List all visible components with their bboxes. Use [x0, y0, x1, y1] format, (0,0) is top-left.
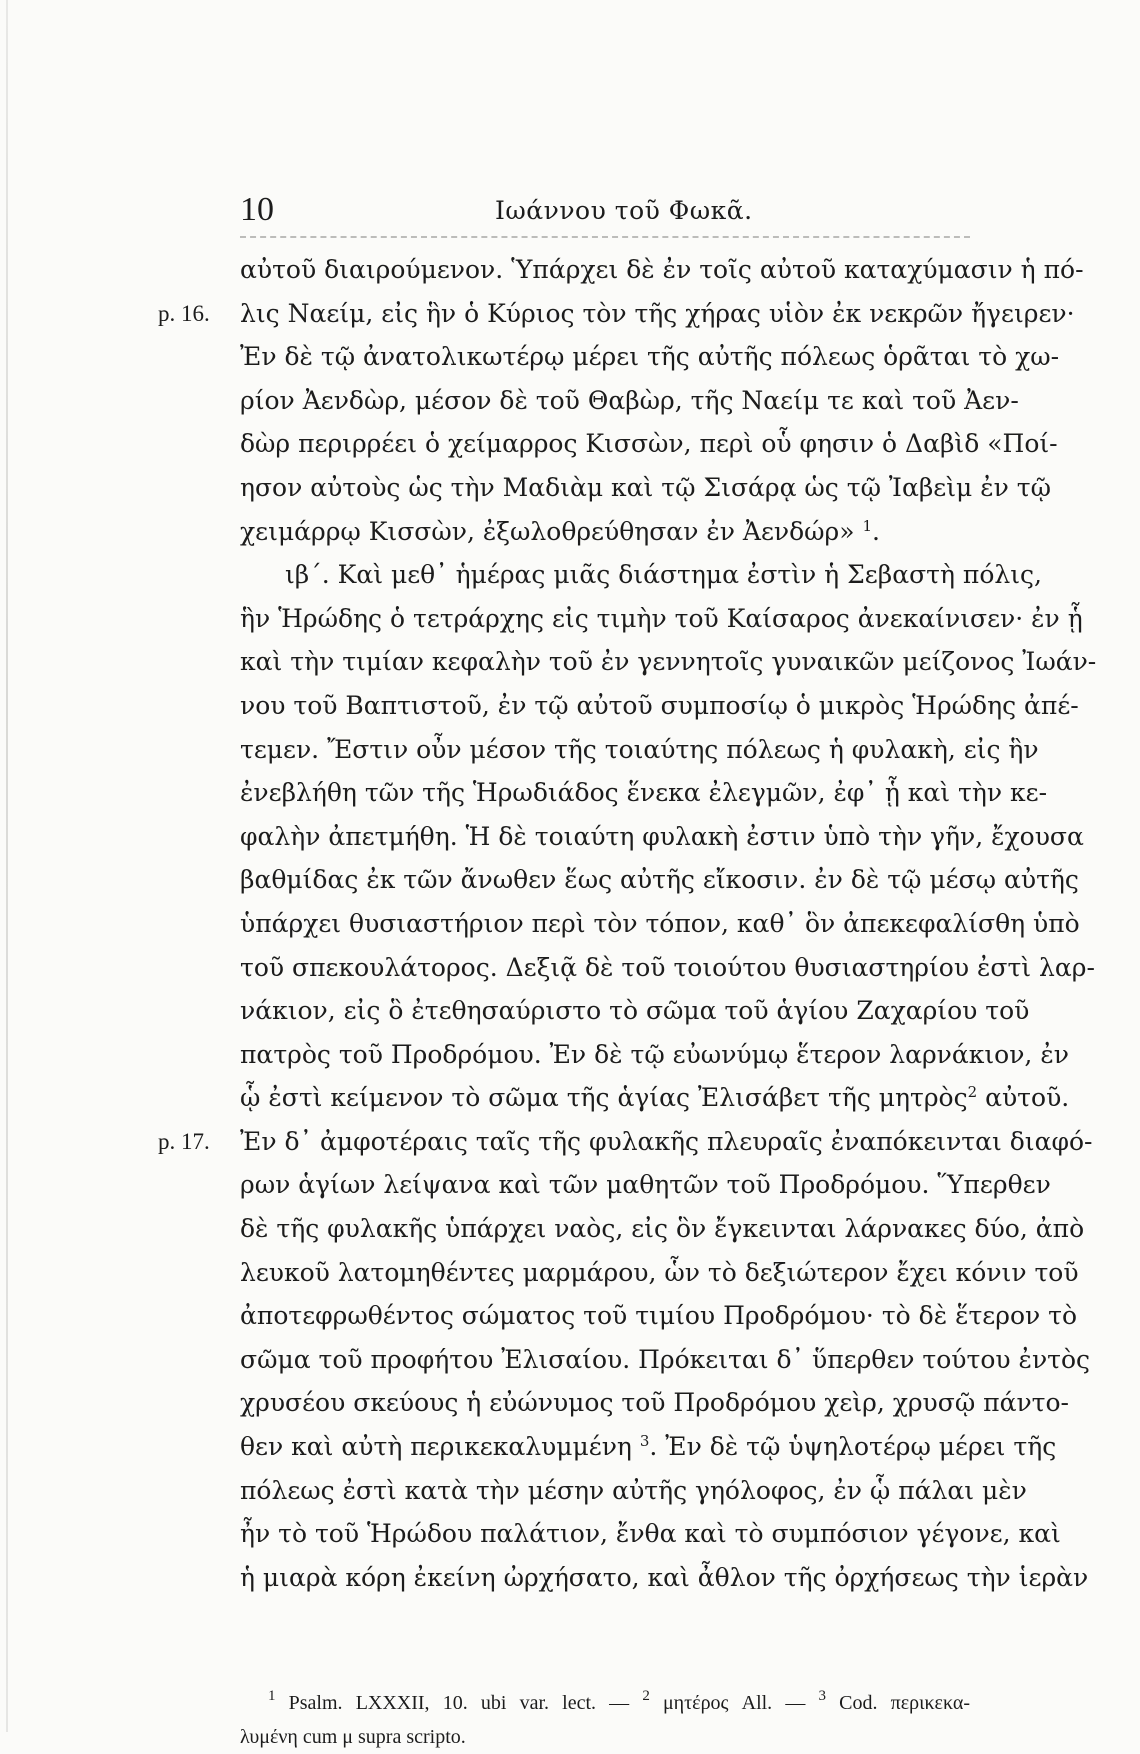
- text-line-13: ἐνεβλήθη τῶν τῆς Ἡρωδιάδος ἕνεκα ἐλεγμῶν, ἐφ᾽ ᾗ καὶ τὴν κε-: [240, 778, 1048, 808]
- footnote-line-2: λυμένη cum μ supra scripto.: [240, 1726, 466, 1748]
- page-number: 10: [240, 191, 274, 228]
- text-line-26: σῶμα τοῦ προφήτου Ἐλισαίου. Πρόκειται δ᾽ ὕπερθεν τούτου ἐντὸς: [240, 1344, 1091, 1374]
- text-line-10: καὶ τὴν τιμίαν κεφαλὴν τοῦ ἐν γεννητοῖς γυναικῶν μείζονος Ἰωάν-: [240, 647, 1097, 677]
- text-line-1: αὐτοῦ διαιρούμενον. Ὑπάρχει δὲ ἐν τοῖς αὐτοῦ καταχύμασιν ἡ πό-: [240, 255, 1084, 284]
- text-line-27: χρυσέου σκεύους ἡ εὐώνυμος τοῦ Προδρόμου χεὶρ, χρυσῷ πάντο-: [240, 1388, 1069, 1418]
- text-line-29: πόλεως ἐστὶ κατὰ τὴν μέσην αὐτῆς γηόλοφος, ἐν ᾧ πάλαι μὲν: [240, 1475, 1027, 1505]
- footnotes: [240, 1686, 970, 1754]
- text-line-31: ἡ μιαρὰ κόρη ἐκείνη ὠρχήσατο, καὶ ἆθλον τῆς ὀρχήσεως τὴν ἱερὰν: [240, 1562, 1089, 1592]
- margin-note-p17: p. 17.: [158, 1129, 210, 1154]
- footnote-2-text: μητέρος All. —: [649, 1692, 819, 1714]
- text-line-8: ιβ΄. Καὶ μεθ᾽ ἡμέρας μιᾶς διάστημα ἐστὶν ἡ Σεβαστὴ πόλις,: [285, 560, 1042, 590]
- text-line-22: ρων ἁγίων λείψανα καὶ τῶν μαθητῶν τοῦ Προδρόμου. Ὕπερθεν: [240, 1170, 1051, 1200]
- text-line-4: ρίον Ἀενδὼρ, μέσον δὲ τοῦ Θαβὼρ, τῆς Ναείμ τε καὶ τοῦ Ἀεν-: [240, 385, 1019, 415]
- text-line-28-tail: . Ἐν δὲ τῷ ὑψηλοτέρῳ μέρει τῆς: [649, 1432, 1057, 1462]
- text-line-5: δὼρ περιρρέει ὁ χείμαρρος Κισσὼν, περὶ οὗ φησιν ὁ Δαβὶδ «Ποί-: [240, 429, 1058, 459]
- text-line-2: λις Ναείμ, εἰς ἣν ὁ Κύριος τὸν τῆς χήρας υἱὸν ἐκ νεκρῶν ἤγειρεν·: [240, 298, 1075, 328]
- text-line-21: Ἐν δ᾽ ἀμφοτέραις ταῖς τῆς φυλακῆς πλευραῖς ἐναπόκεινται διαφό-: [240, 1126, 1093, 1156]
- text-line-18: νάκιον, εἰς ὃ ἐτεθησαύριστο τὸ σῶμα τοῦ ἁγίου Ζαχαρίου τοῦ: [240, 996, 1030, 1026]
- text-line-20: [240, 1076, 1070, 1120]
- footnote-ref-3: 3: [818, 1688, 826, 1704]
- text-line-16: ὑπάρχει θυσιαστήριον περὶ τὸν τόπον, καθ᾽ ὃν ἀπεκεφαλίσθη ὑπὸ: [240, 908, 1080, 938]
- footnote-line-1: [240, 1686, 970, 1720]
- text-line-15: βαθμίδας ἐκ τῶν ἄνωθεν ἕως αὐτῆς εἴκοσιν. ἐν δὲ τῷ μέσῳ αὐτῆς: [240, 865, 1079, 895]
- text-line-17: τοῦ σπεκουλάτορος. Δεξιᾷ δὲ τοῦ τοιούτου θυσιαστηρίου ἐστὶ λαρ-: [240, 952, 1095, 982]
- footnote-ref-2: 2: [642, 1688, 650, 1704]
- text-line-12: τεμεν. Ἔστιν οὖν μέσον τῆς τοιαύτης πόλεως ἡ φυλακὴ, εἰς ἣν: [240, 734, 1039, 764]
- text-line-25: ἀποτεφρωθέντος σώματος τοῦ τιμίου Προδρόμου· τὸ δὲ ἕτερον τὸ: [240, 1301, 1078, 1331]
- running-head: Ιωάννου τοῦ Φωκᾶ.: [495, 196, 753, 225]
- text-line-24: λευκοῦ λατομηθέντες μαρμάρου, ὧν τὸ δεξιώτερον ἔχει κόνιν τοῦ: [240, 1257, 1079, 1287]
- text-line-3: Ἐν δὲ τῷ ἀνατολικωτέρῳ μέρει τῆς αὐτῆς πόλεως ὁρᾶται τὸ χω-: [240, 342, 1060, 372]
- text-line-19: πατρὸς τοῦ Προδρόμου. Ἐν δὲ τῷ εὐωνύμῳ ἕτερον λαρνάκιον, ἐν: [240, 1039, 1069, 1069]
- text-line-30: ἦν τὸ τοῦ Ἡρώδου παλάτιον, ἔνθα καὶ τὸ συμπόσιον γέγονε, καὶ: [240, 1519, 1061, 1549]
- text-line-7: [240, 510, 970, 554]
- footnote-mark-2: 2: [967, 1083, 978, 1102]
- text-line-11: νου τοῦ Βαπτιστοῦ, ἐν τῷ αὐτοῦ συμποσίῳ ὁ μικρὸς Ἡρώδης ἀπέ-: [240, 690, 1079, 720]
- footnote-3-text: Cod. περικεκα-: [825, 1692, 970, 1714]
- body-text: [240, 248, 1097, 1599]
- text-line-7-main: χειμάρρῳ Κισσὼν, ἐξωλοθρεύθησαν ἐν Ἀενδώρ»: [240, 516, 855, 546]
- text-line-7-tail: .: [872, 516, 880, 546]
- header-rule: [240, 236, 970, 238]
- footnote-1-text: Psalm. LXXXII, 10. ubi var. lect. —: [275, 1692, 643, 1714]
- footnote-mark-3: 3: [639, 1432, 650, 1451]
- text-line-6: ησον αὐτοὺς ὡς τὴν Μαδιὰμ καὶ τῷ Σισάρᾳ ὡς τῷ Ἰαβεὶμ ἐν τῷ: [240, 472, 1051, 502]
- text-line-20-main: ᾧ ἐστὶ κείμενον τὸ σῶμα τῆς ἁγίας Ἐλισάβετ τῆς μητρὸς: [240, 1083, 968, 1113]
- text-line-14: φαλὴν ἀπετμήθη. Ἡ δὲ τοιαύτη φυλακὴ ἐστιν ὑπὸ τὴν γῆν, ἔχουσα: [240, 821, 1084, 851]
- text-line-28: [240, 1425, 1057, 1469]
- text-line-28-main: θεν καὶ αὐτὴ περικεκαλυμμένη: [240, 1432, 632, 1462]
- footnote-mark-1: 1: [862, 516, 873, 535]
- margin-note-p16: p. 16.: [158, 301, 210, 326]
- footnote-ref-1: 1: [268, 1688, 276, 1704]
- page-header: [240, 190, 970, 230]
- text-line-9: ἣν Ἡρώδης ὁ τετράρχης εἰς τιμὴν τοῦ Καίσαρος ἀνεκαίνισεν· ἐν ᾗ: [240, 603, 1083, 633]
- text-line-20-tail: αὐτοῦ.: [977, 1083, 1070, 1113]
- text-line-23: δὲ τῆς φυλακῆς ὑπάρχει ναὸς, εἰς ὃν ἔγκεινται λάρνακες δύο, ἀπὸ: [240, 1214, 1085, 1244]
